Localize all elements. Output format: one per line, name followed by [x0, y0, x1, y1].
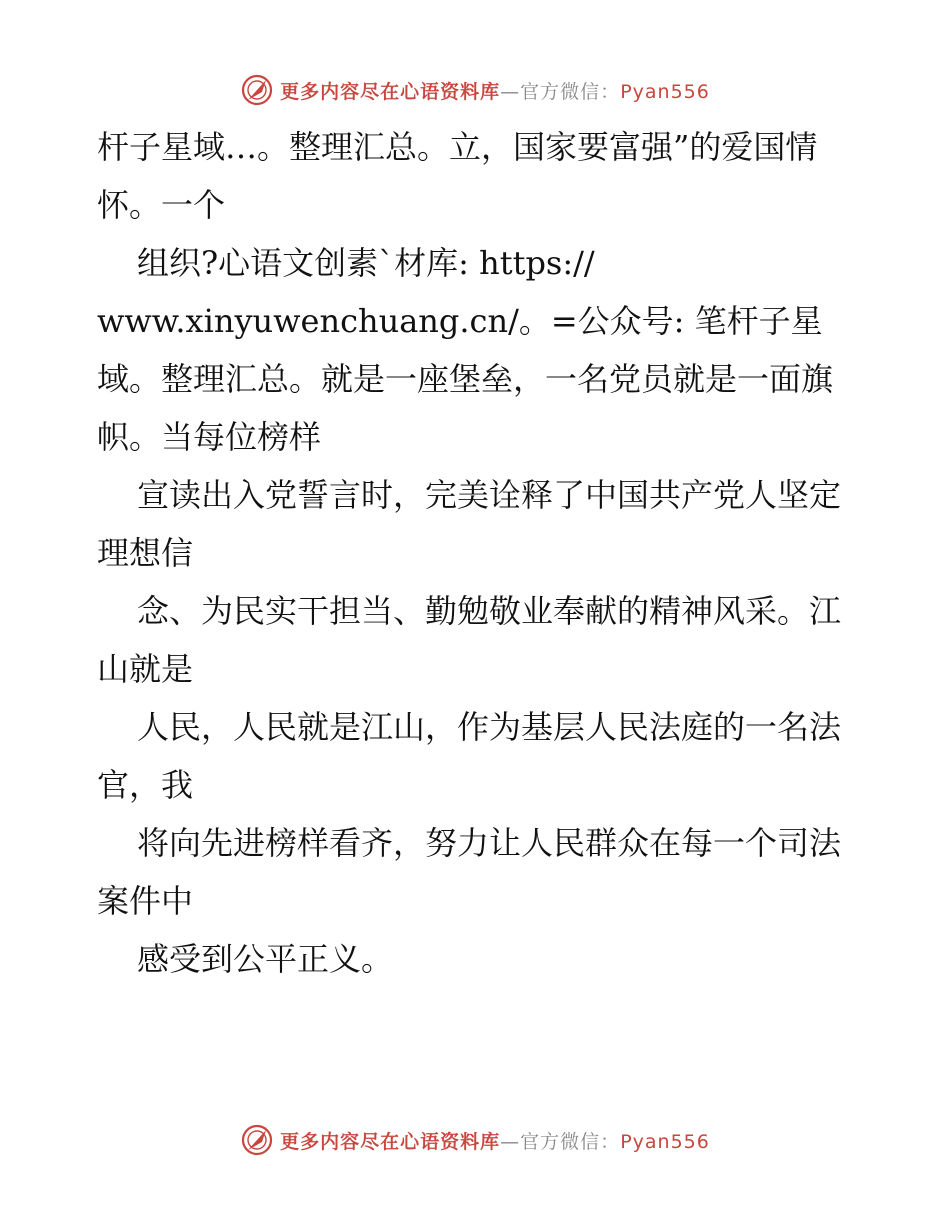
- footer-banner-main: 更多内容尽在心语资料库: [280, 1130, 501, 1153]
- header-banner-wechat: 官方微信：: [520, 80, 621, 103]
- header-banner-id: Pyan556: [620, 80, 710, 103]
- body-line-9: 感受到公平正义。: [137, 940, 394, 978]
- footer-banner: [0, 1120, 950, 1160]
- body-line-3: www.xinyuwenchuang.cn/。=公众号: 笔杆子星: [97, 302, 823, 340]
- header-banner-main: 更多内容尽在心语资料库: [280, 80, 501, 103]
- body-line-4: 域。整理汇总。就是一座堡垒，一名党员就是一面旗帜。当每位榜样: [97, 360, 834, 456]
- header-banner: [0, 70, 950, 110]
- header-banner-dash: —: [500, 80, 521, 103]
- body-line-6: 念、为民实干担当、勤勉敬业奉献的精神风采。江山就是: [97, 592, 842, 688]
- quill-pen-logo-icon: [240, 1123, 274, 1157]
- footer-banner-id: Pyan556: [620, 1130, 710, 1153]
- footer-banner-dash: —: [500, 1130, 521, 1153]
- body-line-1: 杆子星域…。整理汇总。立，国家要富强”的爱国情怀。一个: [97, 128, 818, 224]
- body-line-2: 组织?心语文创素`材库: https://: [137, 244, 595, 282]
- body-line-7: 人民，人民就是江山，作为基层人民法庭的一名法官，我: [97, 708, 842, 804]
- header-banner-text: [280, 77, 710, 104]
- footer-banner-wechat: 官方微信：: [520, 1130, 621, 1153]
- body-line-8: 将向先进榜样看齐，努力让人民群众在每一个司法案件中: [97, 824, 842, 920]
- body-line-5: 宣读出入党誓言时，完美诠释了中国共产党人坚定理想信: [97, 476, 842, 572]
- footer-banner-text: [280, 1127, 710, 1154]
- quill-pen-logo-icon: [240, 73, 274, 107]
- document-body: [97, 118, 867, 988]
